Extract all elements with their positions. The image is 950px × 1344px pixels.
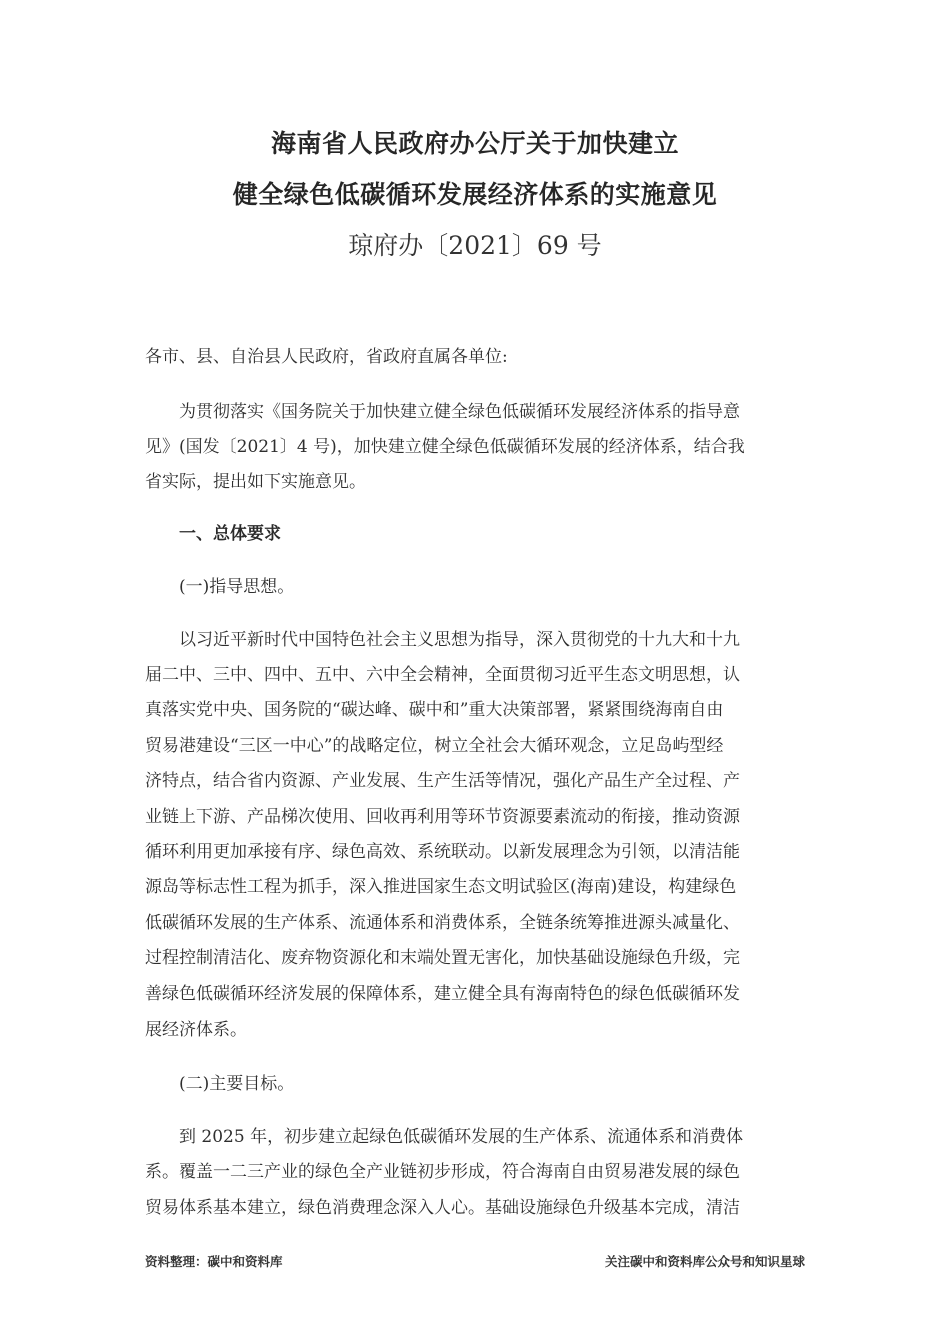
guiding-line: 以习近平新时代中国特色社会主义思想为指导，深入贯彻党的十九大和十九 <box>179 630 740 650</box>
footer-left-text: 资料整理：碳中和资料库 <box>145 1254 283 1269</box>
guiding-line: 业链上下游、产品梯次使用、回收再利用等环节资源要素流动的衔接，推动资源 <box>145 807 740 827</box>
intro-line: 见》(国发〔2021〕4 号)，加快建立健全绿色低碳循环发展的经济体系，结合我 <box>145 437 745 457</box>
guiding-line: 低碳循环发展的生产体系、流通体系和消费体系，全链条统筹推进源头减量化、 <box>145 913 740 933</box>
subsection-heading: (二)主要目标。 <box>179 1074 295 1094</box>
document-title-line-2: 健全绿色低碳循环发展经济体系的实施意见 <box>232 180 718 209</box>
guiding-line: 贸易港建设“三区一中心”的战略定位，树立全社会大循环观念，立足岛屿型经 <box>145 736 724 756</box>
salutation: 各市、县、自治县人民政府，省政府直属各单位: <box>145 347 508 367</box>
guiding-line: 源岛等标志性工程为抓手，深入推进国家生态文明试验区(海南)建设，构建绿色 <box>145 877 737 897</box>
guiding-line: 过程控制清洁化、废弃物资源化和末端处置无害化，加快基础设施绿色升级，完 <box>145 948 740 968</box>
document-title-line-1: 海南省人民政府办公厅关于加快建立 <box>270 129 679 158</box>
footer-right-text: 关注碳中和资料库公众号和知识星球 <box>604 1254 805 1269</box>
document-number: 琼府办〔2021〕69 号 <box>348 231 602 260</box>
goal-line: 系。覆盖一二三产业的绿色全产业链初步形成，符合海南自由贸易港发展的绿色 <box>145 1162 740 1182</box>
guiding-line: 展经济体系。 <box>145 1020 247 1040</box>
section-heading: 一、总体要求 <box>179 524 281 544</box>
guiding-line: 善绿色低碳循环经济发展的保障体系，建立健全具有海南特色的绿色低碳循环发 <box>145 984 740 1004</box>
guiding-line: 循环利用更加承接有序、绿色高效、系统联动。以新发展理念为引领，以清洁能 <box>145 842 740 862</box>
guiding-line: 真落实党中央、国务院的“碳达峰、碳中和”重大决策部署，紧紧围绕海南自由 <box>145 700 724 720</box>
guiding-line: 济特点，结合省内资源、产业发展、生产生活等情况，强化产品生产全过程、产 <box>145 771 740 791</box>
intro-line: 为贯彻落实《国务院关于加快建立健全绿色低碳循环发展经济体系的指导意 <box>179 402 740 422</box>
guiding-line: 届二中、三中、四中、五中、六中全会精神，全面贯彻习近平生态文明思想，认 <box>145 665 740 685</box>
subsection-heading: (一)指导思想。 <box>179 577 295 597</box>
goal-line: 到 2025 年，初步建立起绿色低碳循环发展的生产体系、流通体系和消费体 <box>179 1127 744 1147</box>
intro-line: 省实际，提出如下实施意见。 <box>145 472 366 492</box>
goal-line: 贸易体系基本建立，绿色消费理念深入人心。基础设施绿色升级基本完成，清洁 <box>145 1198 740 1218</box>
